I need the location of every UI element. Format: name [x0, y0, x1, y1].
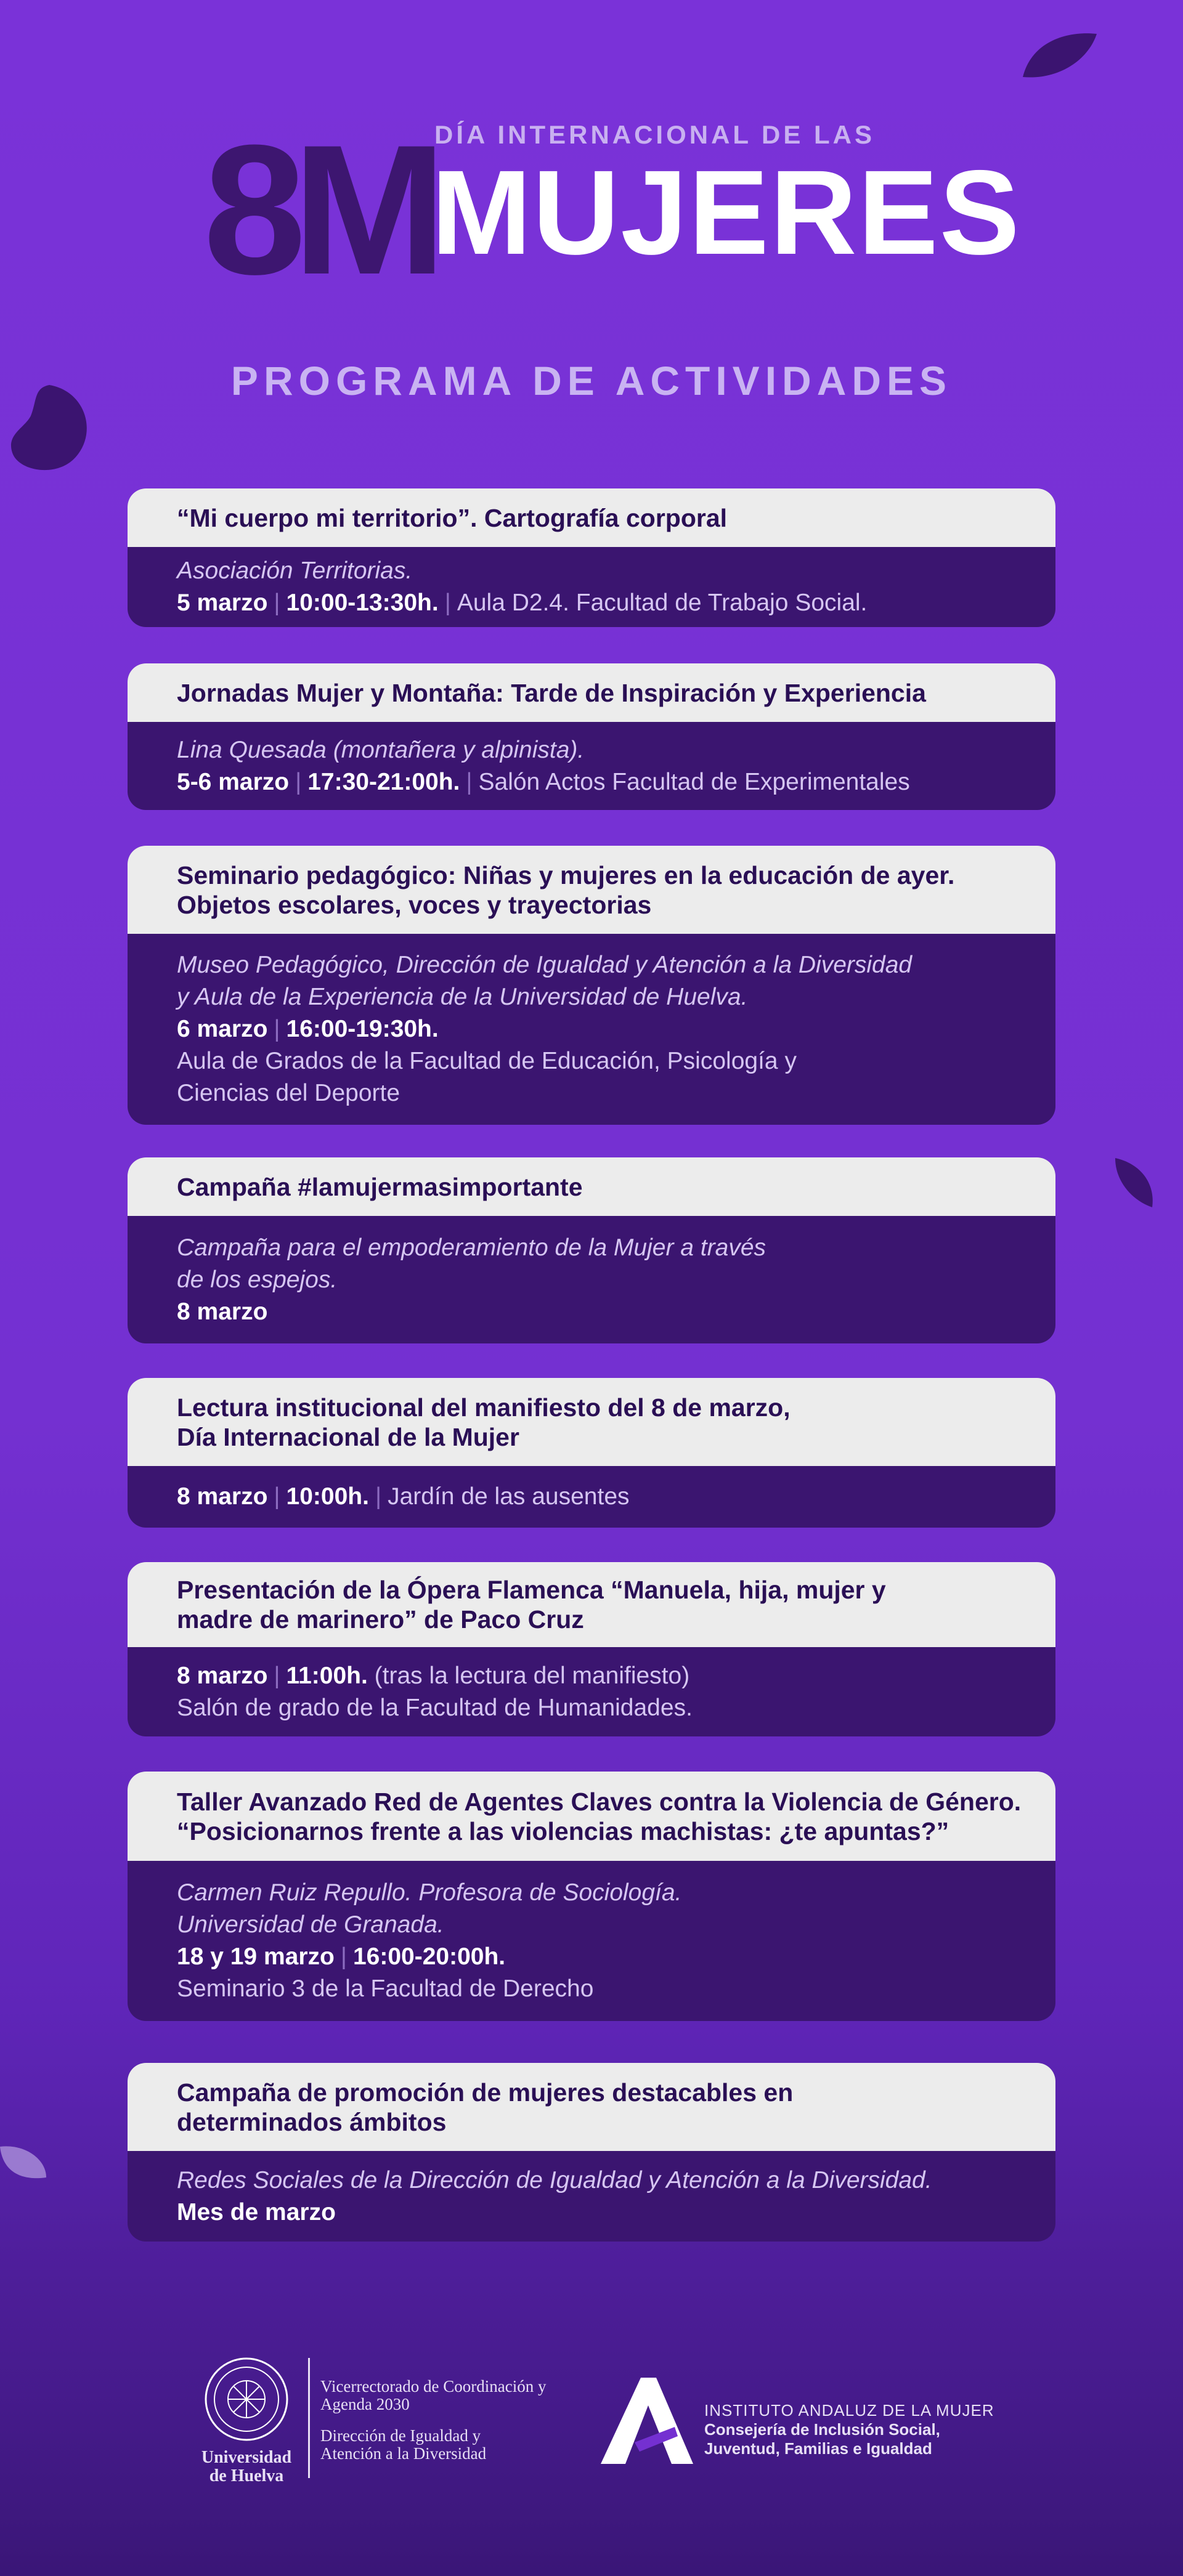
activity-place: Aula D2.4. Facultad de Trabajo Social. — [457, 589, 868, 616]
8m-logo: 8M — [203, 106, 433, 313]
activity-time: 10:00h. — [286, 1483, 369, 1510]
iam-logo-icon — [598, 2375, 696, 2467]
activity-card — [128, 1157, 1055, 1343]
activity-date: 18 y 19 marzo — [177, 1943, 335, 1970]
activity-note: (tras la lectura del manifiesto) — [374, 1662, 690, 1689]
activity-date: 5-6 marzo — [177, 768, 290, 795]
poster-footer — [0, 2328, 1183, 2513]
activity-date: 8 marzo — [177, 1298, 268, 1325]
direccion-text: Dirección de Igualdad y Atención a la Diversidad — [320, 2426, 487, 2463]
activity-organizer: Redes Sociales de la Dirección de Igualdad y Atención a la Diversidad. — [177, 2166, 932, 2193]
leaf-icon — [1109, 1155, 1158, 1210]
activity-details — [128, 2151, 1055, 2242]
activity-details — [128, 1216, 1055, 1343]
activity-place: Jardín de las ausentes — [388, 1483, 630, 1510]
activity-date: 6 marzo — [177, 1016, 268, 1042]
leaf-icon — [0, 2141, 49, 2184]
activity-date: 8 marzo — [177, 1662, 268, 1689]
activity-time: 10:00-13:30h. — [286, 589, 439, 616]
activity-details: Lina Quesada (montañera y alpinista). 5-6 marzo | 17:30-21:00h. | Salón Actos Facultad de Experimentales — [128, 722, 1055, 810]
activity-card — [128, 488, 1055, 627]
activity-organizer: Museo Pedagógico, Dirección de Igualdad y Atención a la Diversidad — [177, 952, 913, 978]
activity-organizer: Lina Quesada (montañera y alpinista). — [177, 736, 585, 763]
footer-divider — [308, 2358, 310, 2478]
university-name: Universidad de Huelva — [201, 2448, 292, 2485]
activity-place: Ciencias del Deporte — [177, 1080, 400, 1106]
activity-title: Campaña de promoción de mujeres destacables en determinados ámbitos — [128, 2063, 1055, 2151]
university-seal-icon — [203, 2356, 290, 2442]
activity-details: Carmen Ruiz Repullo. Profesora de Sociología. Universidad de Granada. 18 y 19 marzo | 16:00-20:00h. Seminario 3 de la Facultad de Derecho — [128, 1861, 1055, 2021]
activity-organizer: de los espejos. — [177, 1266, 338, 1293]
activity-title: Lectura institucional del manifiesto del 8 de marzo, Día Internacional de la Mujer — [128, 1378, 1055, 1466]
activity-time: 16:00-20:00h. — [352, 1943, 506, 1970]
activity-place: Seminario 3 de la Facultad de Derecho — [177, 1975, 594, 2002]
activity-time: 11:00h. — [286, 1662, 368, 1689]
program-heading: PROGRAMA DE ACTIVIDADES — [230, 358, 953, 403]
activity-card — [128, 846, 1055, 1125]
activity-card — [128, 1562, 1055, 1736]
activity-organizer: y Aula de la Experiencia de la Universidad de Huelva. — [177, 984, 748, 1010]
activity-organizer: Asociación Territorias. — [177, 557, 413, 584]
activity-title: Seminario pedagógico: Niñas y mujeres en la educación de ayer. Objetos escolares, voces y trayectorias — [128, 846, 1055, 934]
activity-date: Mes de marzo — [177, 2198, 336, 2226]
activity-title: Presentación de la Ópera Flamenca “Manuela, hija, mujer y madre de marinero” de Paco Cruz — [128, 1562, 1055, 1647]
activity-organizer: Campaña para el empoderamiento de la Mujer a través — [177, 1234, 766, 1261]
activity-time: 17:30-21:00h. — [307, 768, 460, 795]
activity-card — [128, 2063, 1055, 2242]
activity-date: 5 marzo — [177, 589, 268, 616]
activity-time: 16:00-19:30h. — [286, 1016, 439, 1042]
activity-organizer: Carmen Ruiz Repullo. Profesora de Sociología. — [177, 1879, 682, 1906]
activity-date: 8 marzo — [177, 1483, 268, 1510]
activity-title: “Mi cuerpo mi territorio”. Cartografía corporal — [128, 488, 1055, 547]
activity-title: Taller Avanzado Red de Agentes Claves contra la Violencia de Género. “Posicionarnos frente a las violencias machistas: ¿te apuntas?” — [128, 1772, 1055, 1861]
activity-details: Museo Pedagógico, Dirección de Igualdad y Atención a la Diversidad y Aula de la Experiencia de la Universidad de Huelva. 6 marzo | 16:00-19:30h. Aula de Grados de la Facultad de Educación, Psicología y Ciencias del Deporte — [128, 934, 1055, 1125]
activity-details: 8 marzo | 11:00h. (tras la lectura del manifiesto) Salón de grado de la Facultad de Humanidades. — [128, 1647, 1055, 1736]
activity-place: Aula de Grados de la Facultad de Educación, Psicología y — [177, 1048, 797, 1074]
activity-card — [128, 663, 1055, 810]
vicerrectorado-text: Vicerrectorado de Coordinación y Agenda 2030 — [320, 2377, 547, 2413]
activity-details: Asociación Territorias. 5 marzo | 10:00-13:30h. | Aula D2.4. Facultad de Trabajo Social. — [128, 547, 1055, 627]
iam-text: INSTITUTO ANDALUZ DE LA MUJER Consejería de Inclusión Social, Juventud, Familias e Igualdad — [704, 2401, 994, 2458]
header-subtitle: DÍA INTERNACIONAL DE LAS — [434, 120, 876, 149]
activity-organizer: Universidad de Granada. — [177, 1911, 444, 1938]
activity-place: Salón Actos Facultad de Experimentales — [478, 768, 910, 795]
activity-title: Jornadas Mujer y Montaña: Tarde de Inspiración y Experiencia — [128, 663, 1055, 722]
activity-card — [128, 1772, 1055, 2021]
activity-title: Campaña #lamujermasimportante — [128, 1157, 1055, 1216]
activity-place: Salón de grado de la Facultad de Humanidades. — [177, 1694, 693, 1721]
poster-header — [0, 0, 1183, 431]
header-title: MUJERES — [431, 145, 1021, 280]
activity-details: 8 marzo | 10:00h. | Jardín de las ausentes — [177, 1483, 630, 1510]
activity-card — [128, 1378, 1055, 1528]
